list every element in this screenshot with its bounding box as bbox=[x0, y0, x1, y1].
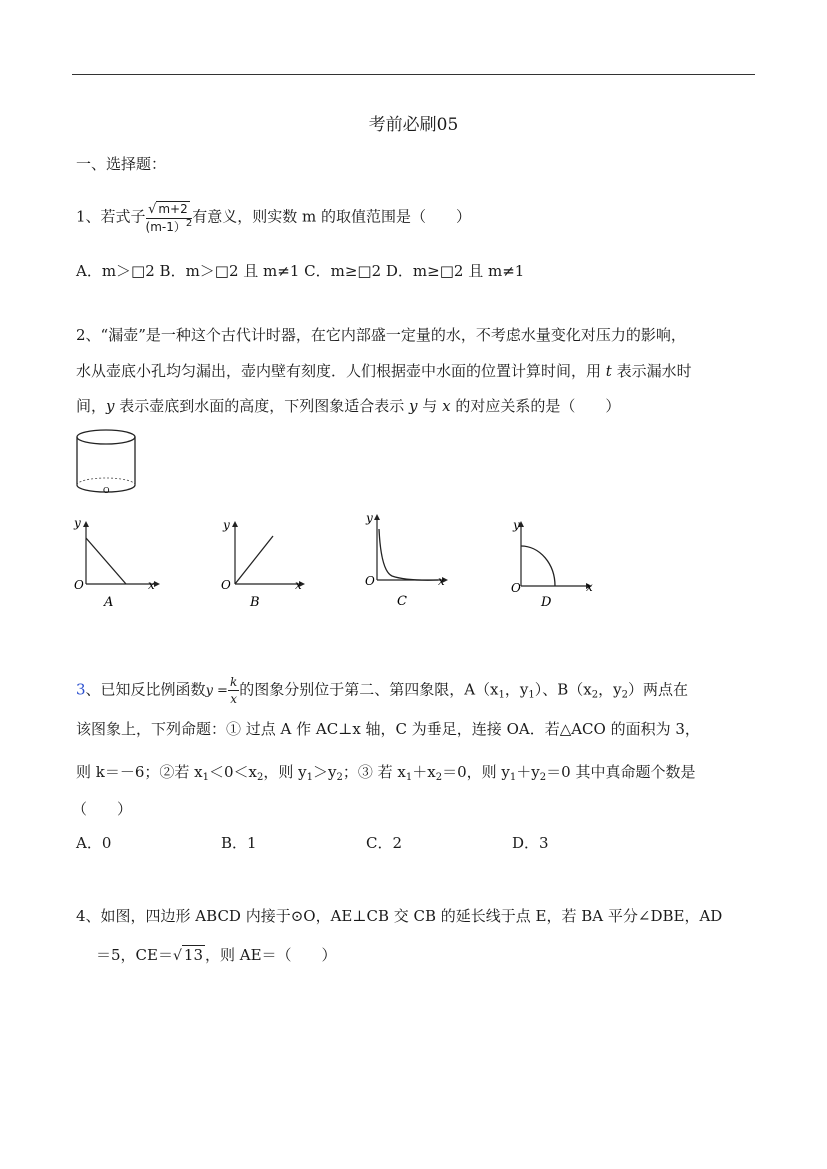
q3-l1c: ，y bbox=[504, 680, 529, 699]
q3-l3s2: 2 bbox=[257, 772, 264, 783]
q3-func-den: x bbox=[230, 692, 237, 706]
q2-line-2b: 表示漏水时 bbox=[611, 362, 692, 380]
q1-pre: 1、若式子 bbox=[76, 207, 146, 226]
graph-d-curve bbox=[521, 546, 555, 586]
q3-l3a: 则 k＝－6；②若 x bbox=[76, 763, 203, 781]
q2-line-3b: 表示壶底到水面的高度，下列图象适合表示 bbox=[114, 397, 410, 415]
q3-s4: 2 bbox=[621, 689, 628, 701]
graph-b-origin: O bbox=[221, 578, 231, 592]
q3-l3s8: 2 bbox=[539, 772, 547, 783]
graph-c-x-label: x bbox=[438, 574, 445, 588]
graph-b-x-label: x bbox=[295, 578, 302, 592]
q3-l3f: ＋x bbox=[412, 763, 436, 781]
q1-denominator: (m-1） bbox=[145, 220, 186, 234]
q3-option-a: A．0 bbox=[76, 834, 112, 852]
graph-d-letter: D bbox=[541, 595, 552, 610]
graph-b-y-label: y bbox=[223, 518, 230, 532]
page-title: 考前必刷05 bbox=[368, 115, 459, 135]
q3-l3d: ＞y bbox=[313, 763, 337, 781]
q2-line-3a: 间， bbox=[76, 397, 107, 415]
q1-sqrt: m+2 bbox=[158, 202, 188, 216]
q3-answer-paren: （ ） bbox=[72, 800, 133, 818]
q3-l3s1: 1 bbox=[202, 772, 210, 783]
q3-func-fraction bbox=[228, 674, 239, 707]
q3-s3: 2 bbox=[591, 689, 599, 701]
q3-func-num: k bbox=[229, 675, 238, 689]
q3-l1e: ，y bbox=[598, 680, 622, 699]
q2-var-y2: y bbox=[409, 397, 418, 415]
q3-l3s3: 1 bbox=[306, 772, 314, 783]
q3-l3s5: 1 bbox=[405, 772, 413, 783]
graph-b-letter: B bbox=[250, 595, 260, 610]
q2-line-3 bbox=[76, 396, 620, 416]
graph-a-letter: A bbox=[104, 595, 114, 610]
q1-fraction: $\frac{√ m+2}{(m-1)^2}$ bbox=[145, 202, 193, 234]
q3-func-lhs: y = bbox=[205, 683, 228, 699]
graph-a-y-label: y bbox=[74, 516, 81, 530]
q3-line-2: 该图象上，下列命题：① 过点 A 作 AC⊥x 轴，C 为垂足，连接 OA．若△ACO 的面积为 3， bbox=[76, 720, 700, 738]
q3-s1: 1 bbox=[498, 689, 505, 701]
q3-l1b: 的图象分别位于第二、第四象限，A（x bbox=[239, 680, 499, 699]
water-clock-cylinder bbox=[70, 425, 150, 505]
q3-l3b: ＜0＜x bbox=[209, 763, 258, 781]
q3-l3s7: 1 bbox=[509, 772, 517, 783]
q4-line-1: 4、如图，四边形 ABCD 内接于⊙O，AE⊥CB 交 CB 的延长线于点 E，若 BA 平分∠DBE，AD bbox=[76, 907, 723, 925]
q3-l1d: ）、B（x bbox=[534, 680, 592, 699]
graph-b bbox=[213, 512, 308, 612]
q3-s2: 1 bbox=[528, 689, 535, 701]
q3-option-b: B．1 bbox=[221, 834, 257, 852]
graph-a bbox=[70, 512, 165, 612]
q2-line-3c: 与 bbox=[417, 397, 443, 415]
graph-d-y-label: y bbox=[513, 518, 520, 532]
graph-d-x-label: x bbox=[586, 580, 593, 594]
q3-l1f: ）两点在 bbox=[627, 680, 688, 699]
q1-post: 有意义，则实数 m 的取值范围是（ ） bbox=[192, 207, 472, 226]
q4-line-2: ＝5，CE＝√ 13 ，则 AE＝（ ） bbox=[96, 946, 337, 964]
q2-line-3d: 的对应关系的是（ ） bbox=[450, 397, 621, 415]
q2-line-2a: 水从壶底小孔均匀漏出，壶内壁有刻度．人们根据壶中水面的位置计算时间，用 bbox=[76, 362, 606, 380]
graph-d-origin: O bbox=[511, 581, 521, 595]
graph-c-letter: C bbox=[397, 594, 407, 609]
cylinder-hole-label: O bbox=[103, 486, 110, 495]
q2-line-1: 2、“漏壶”是一种这个古代计时器，在它内部盛一定量的水，不考虑水量变化对压力的影响， bbox=[76, 326, 686, 344]
q4-sqrt-value: 13 bbox=[183, 946, 203, 964]
q3-l3s4: 2 bbox=[336, 772, 343, 783]
q3-number: 3 bbox=[76, 680, 86, 699]
graph-c-y-label: y bbox=[366, 511, 373, 525]
q3-l3s6: 2 bbox=[435, 772, 443, 783]
graph-c-origin: O bbox=[365, 574, 375, 588]
graph-a-line bbox=[86, 538, 126, 584]
q3-l3g: ＝0，则 y bbox=[442, 763, 510, 781]
q2-var-x: x bbox=[442, 397, 451, 415]
q1-options: A．m＞□2 B．m＞□2 且 m≠1 C．m≥□2 D．m≥□2 且 m≠1 bbox=[76, 262, 525, 280]
q3-l3c: ，则 y bbox=[263, 763, 307, 781]
q4-l2a: ＝5，CE＝ bbox=[96, 946, 173, 964]
graph-a-x-label: x bbox=[148, 578, 155, 592]
q2-line-2 bbox=[76, 361, 692, 381]
q3-l1a: 、已知反比例函数 bbox=[85, 680, 206, 699]
graph-c bbox=[362, 505, 457, 610]
q3-option-d: D．3 bbox=[512, 834, 549, 852]
q2-var-y: y bbox=[106, 397, 115, 415]
q3-line-3 bbox=[76, 762, 695, 782]
q3-option-c: C．2 bbox=[366, 834, 403, 852]
q1-exponent: 2 bbox=[185, 218, 193, 229]
header-rule bbox=[72, 74, 755, 75]
graph-d bbox=[506, 512, 601, 612]
q3-l3h: ＋y bbox=[516, 763, 540, 781]
q3-l3i: ＝0 其中真命题个数是 bbox=[546, 763, 696, 781]
q2-var-t: t bbox=[605, 362, 612, 380]
section-heading: 一、选择题： bbox=[76, 155, 167, 173]
question-1 bbox=[76, 200, 471, 235]
graph-b-line bbox=[235, 536, 273, 584]
graph-a-origin: O bbox=[74, 578, 84, 592]
q3-line-1 bbox=[76, 674, 688, 707]
q3-l3e: ；③ 若 x bbox=[342, 763, 406, 781]
graph-c-curve bbox=[379, 529, 438, 580]
q4-l2b: ，则 AE＝（ ） bbox=[205, 946, 337, 964]
